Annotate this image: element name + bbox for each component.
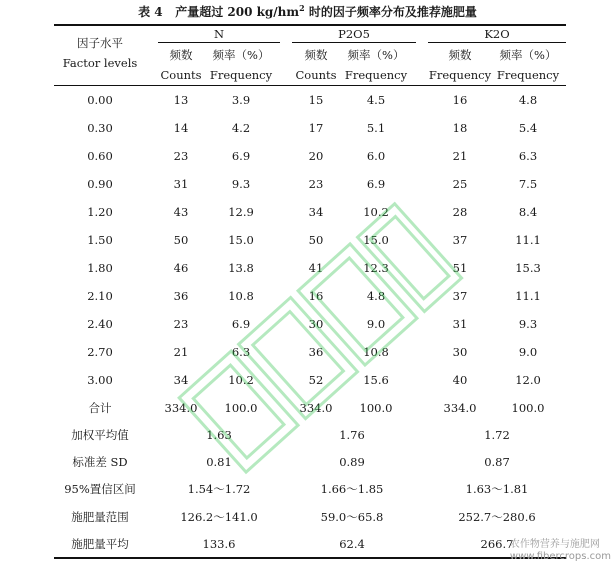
n-frequency: 3.9	[231, 93, 251, 107]
summary-k: 252.7～280.6	[458, 510, 536, 524]
k-frequency: 5.4	[518, 121, 538, 135]
p-count: 30	[308, 317, 324, 331]
k-group-header: K2O	[484, 27, 510, 41]
n-count: 46	[173, 261, 189, 275]
p-count: 17	[308, 121, 324, 135]
n-frequency: 10.8	[228, 289, 254, 303]
summary-label: 加权平均值	[71, 428, 129, 442]
factor-level: 0.00	[87, 93, 113, 107]
p-frequency: 10.2	[363, 205, 389, 219]
k-frequency: 9.0	[518, 345, 538, 359]
k-frequency: 6.3	[518, 149, 538, 163]
factor-level: 1.50	[87, 233, 113, 247]
n-group-header: N	[213, 27, 225, 41]
n-count: 23	[173, 317, 189, 331]
summary-k: 1.72	[484, 428, 510, 442]
k-count: 31	[452, 317, 468, 331]
summary-n: 1.63	[206, 428, 232, 442]
k-count: 28	[452, 205, 468, 219]
n-frequency: 6.9	[231, 149, 251, 163]
k-count: 18	[452, 121, 468, 135]
n-col1-header-en: Counts	[160, 68, 202, 82]
watermark-text	[510, 539, 611, 563]
p-frequency: 9.0	[366, 317, 386, 331]
n-count: 21	[173, 345, 189, 359]
n-col1-header-cn: 频数	[169, 48, 193, 62]
k-count: 30	[452, 345, 468, 359]
p-count: 50	[308, 233, 324, 247]
n-frequency: 9.3	[231, 177, 251, 191]
p-frequency: 15.0	[363, 233, 389, 247]
table-caption	[0, 3, 615, 20]
watermark-line1: 农作物营养与施肥网	[509, 539, 600, 550]
p-col2-header-en: Frequency	[344, 68, 408, 82]
k-group-rule	[428, 42, 566, 43]
factor-level: 1.20	[87, 205, 113, 219]
summary-label: 施肥量范围	[71, 510, 129, 524]
n-frequency: 15.0	[228, 233, 254, 247]
summary-p: 62.4	[339, 537, 365, 551]
k-count: 334.0	[443, 401, 477, 415]
k-frequency: 12.0	[515, 373, 541, 387]
k-frequency: 100.0	[511, 401, 545, 415]
p-frequency: 15.6	[363, 373, 389, 387]
k-col2-header-cn: 频率（%）	[499, 48, 557, 62]
factor-level: 2.70	[87, 345, 113, 359]
caption-superscript: 2	[299, 3, 305, 13]
bottom-rule	[54, 557, 566, 559]
summary-k: 266.7	[480, 537, 514, 551]
n-group-rule	[158, 42, 280, 43]
summary-p: 1.76	[339, 428, 365, 442]
n-frequency: 4.2	[231, 121, 251, 135]
factor-level: 0.30	[87, 121, 113, 135]
summary-n: 0.81	[206, 455, 232, 469]
caption-prefix: 表 4	[138, 5, 163, 19]
n-frequency: 6.9	[231, 317, 251, 331]
k-frequency: 8.4	[518, 205, 538, 219]
summary-n: 133.6	[202, 537, 236, 551]
p-count: 23	[308, 177, 324, 191]
p-frequency: 100.0	[359, 401, 393, 415]
p-group-header: P2O5	[338, 27, 370, 41]
p-count: 16	[308, 289, 324, 303]
summary-p: 1.66～1.85	[320, 482, 384, 496]
k-col1-header-en: Frequency	[428, 68, 492, 82]
top-rule	[54, 24, 566, 26]
factor-level: 3.00	[87, 373, 113, 387]
p-frequency: 5.1	[366, 121, 386, 135]
summary-p: 59.0～65.8	[320, 510, 384, 524]
n-col2-header-cn: 频率（%）	[212, 48, 270, 62]
factor-level: 合计	[88, 401, 112, 415]
factor-level: 0.90	[87, 177, 113, 191]
k-frequency: 11.1	[515, 233, 541, 247]
n-count: 13	[173, 93, 189, 107]
k-col2-header-en: Frequency	[496, 68, 560, 82]
n-frequency: 12.9	[228, 205, 254, 219]
k-col1-header-cn: 频数	[448, 48, 472, 62]
summary-n: 1.54～1.72	[187, 482, 251, 496]
factor-level: 0.60	[87, 149, 113, 163]
header-bottom-rule	[54, 85, 566, 86]
summary-k: 0.87	[484, 455, 510, 469]
watermark-line2: www.fibercrops.com	[509, 551, 611, 562]
p-frequency: 6.9	[366, 177, 386, 191]
n-count: 334.0	[164, 401, 198, 415]
n-col2-header-en: Frequency	[209, 68, 273, 82]
n-frequency: 13.8	[228, 261, 254, 275]
n-count: 50	[173, 233, 189, 247]
n-count: 36	[173, 289, 189, 303]
k-frequency: 15.3	[515, 261, 541, 275]
factor-level: 2.40	[87, 317, 113, 331]
p-col2-header-cn: 频率（%）	[347, 48, 405, 62]
n-frequency: 6.3	[231, 345, 251, 359]
k-frequency: 7.5	[518, 177, 538, 191]
summary-label: 施肥量平均	[71, 537, 129, 551]
n-count: 34	[173, 373, 189, 387]
caption-text-before: 产量超过 200 kg/hm	[175, 5, 300, 19]
p-col1-header-en: Counts	[295, 68, 337, 82]
p-group-rule	[292, 42, 416, 43]
p-frequency: 6.0	[366, 149, 386, 163]
summary-label: 95%置信区间	[64, 482, 136, 496]
p-count: 334.0	[299, 401, 333, 415]
n-count: 31	[173, 177, 189, 191]
n-count: 43	[173, 205, 189, 219]
p-frequency: 10.8	[363, 345, 389, 359]
n-count: 23	[173, 149, 189, 163]
k-count: 51	[452, 261, 468, 275]
n-frequency: 100.0	[224, 401, 258, 415]
k-frequency: 4.8	[518, 93, 538, 107]
factor-header-en: Factor levels	[62, 56, 138, 70]
factor-level: 1.80	[87, 261, 113, 275]
k-count: 25	[452, 177, 468, 191]
p-frequency: 12.3	[363, 261, 389, 275]
p-count: 34	[308, 205, 324, 219]
summary-p: 0.89	[339, 455, 365, 469]
k-frequency: 11.1	[515, 289, 541, 303]
p-count: 41	[308, 261, 324, 275]
n-count: 14	[173, 121, 189, 135]
p-col1-header-cn: 频数	[304, 48, 328, 62]
summary-label: 标准差 SD	[72, 455, 128, 469]
p-count: 20	[308, 149, 324, 163]
k-count: 21	[452, 149, 468, 163]
p-count: 15	[308, 93, 324, 107]
k-count: 37	[452, 233, 468, 247]
caption-text-after: 时的因子频率分布及推荐施肥量	[304, 5, 477, 19]
p-count: 52	[308, 373, 324, 387]
k-frequency: 9.3	[518, 317, 538, 331]
p-frequency: 4.5	[366, 93, 386, 107]
factor-level: 2.10	[87, 289, 113, 303]
factor-header-cn: 因子水平	[77, 36, 123, 50]
k-count: 16	[452, 93, 468, 107]
k-count: 37	[452, 289, 468, 303]
summary-n: 126.2～141.0	[180, 510, 258, 524]
k-count: 40	[452, 373, 468, 387]
summary-k: 1.63～1.81	[465, 482, 529, 496]
n-frequency: 10.2	[228, 373, 254, 387]
p-count: 36	[308, 345, 324, 359]
p-frequency: 4.8	[366, 289, 386, 303]
